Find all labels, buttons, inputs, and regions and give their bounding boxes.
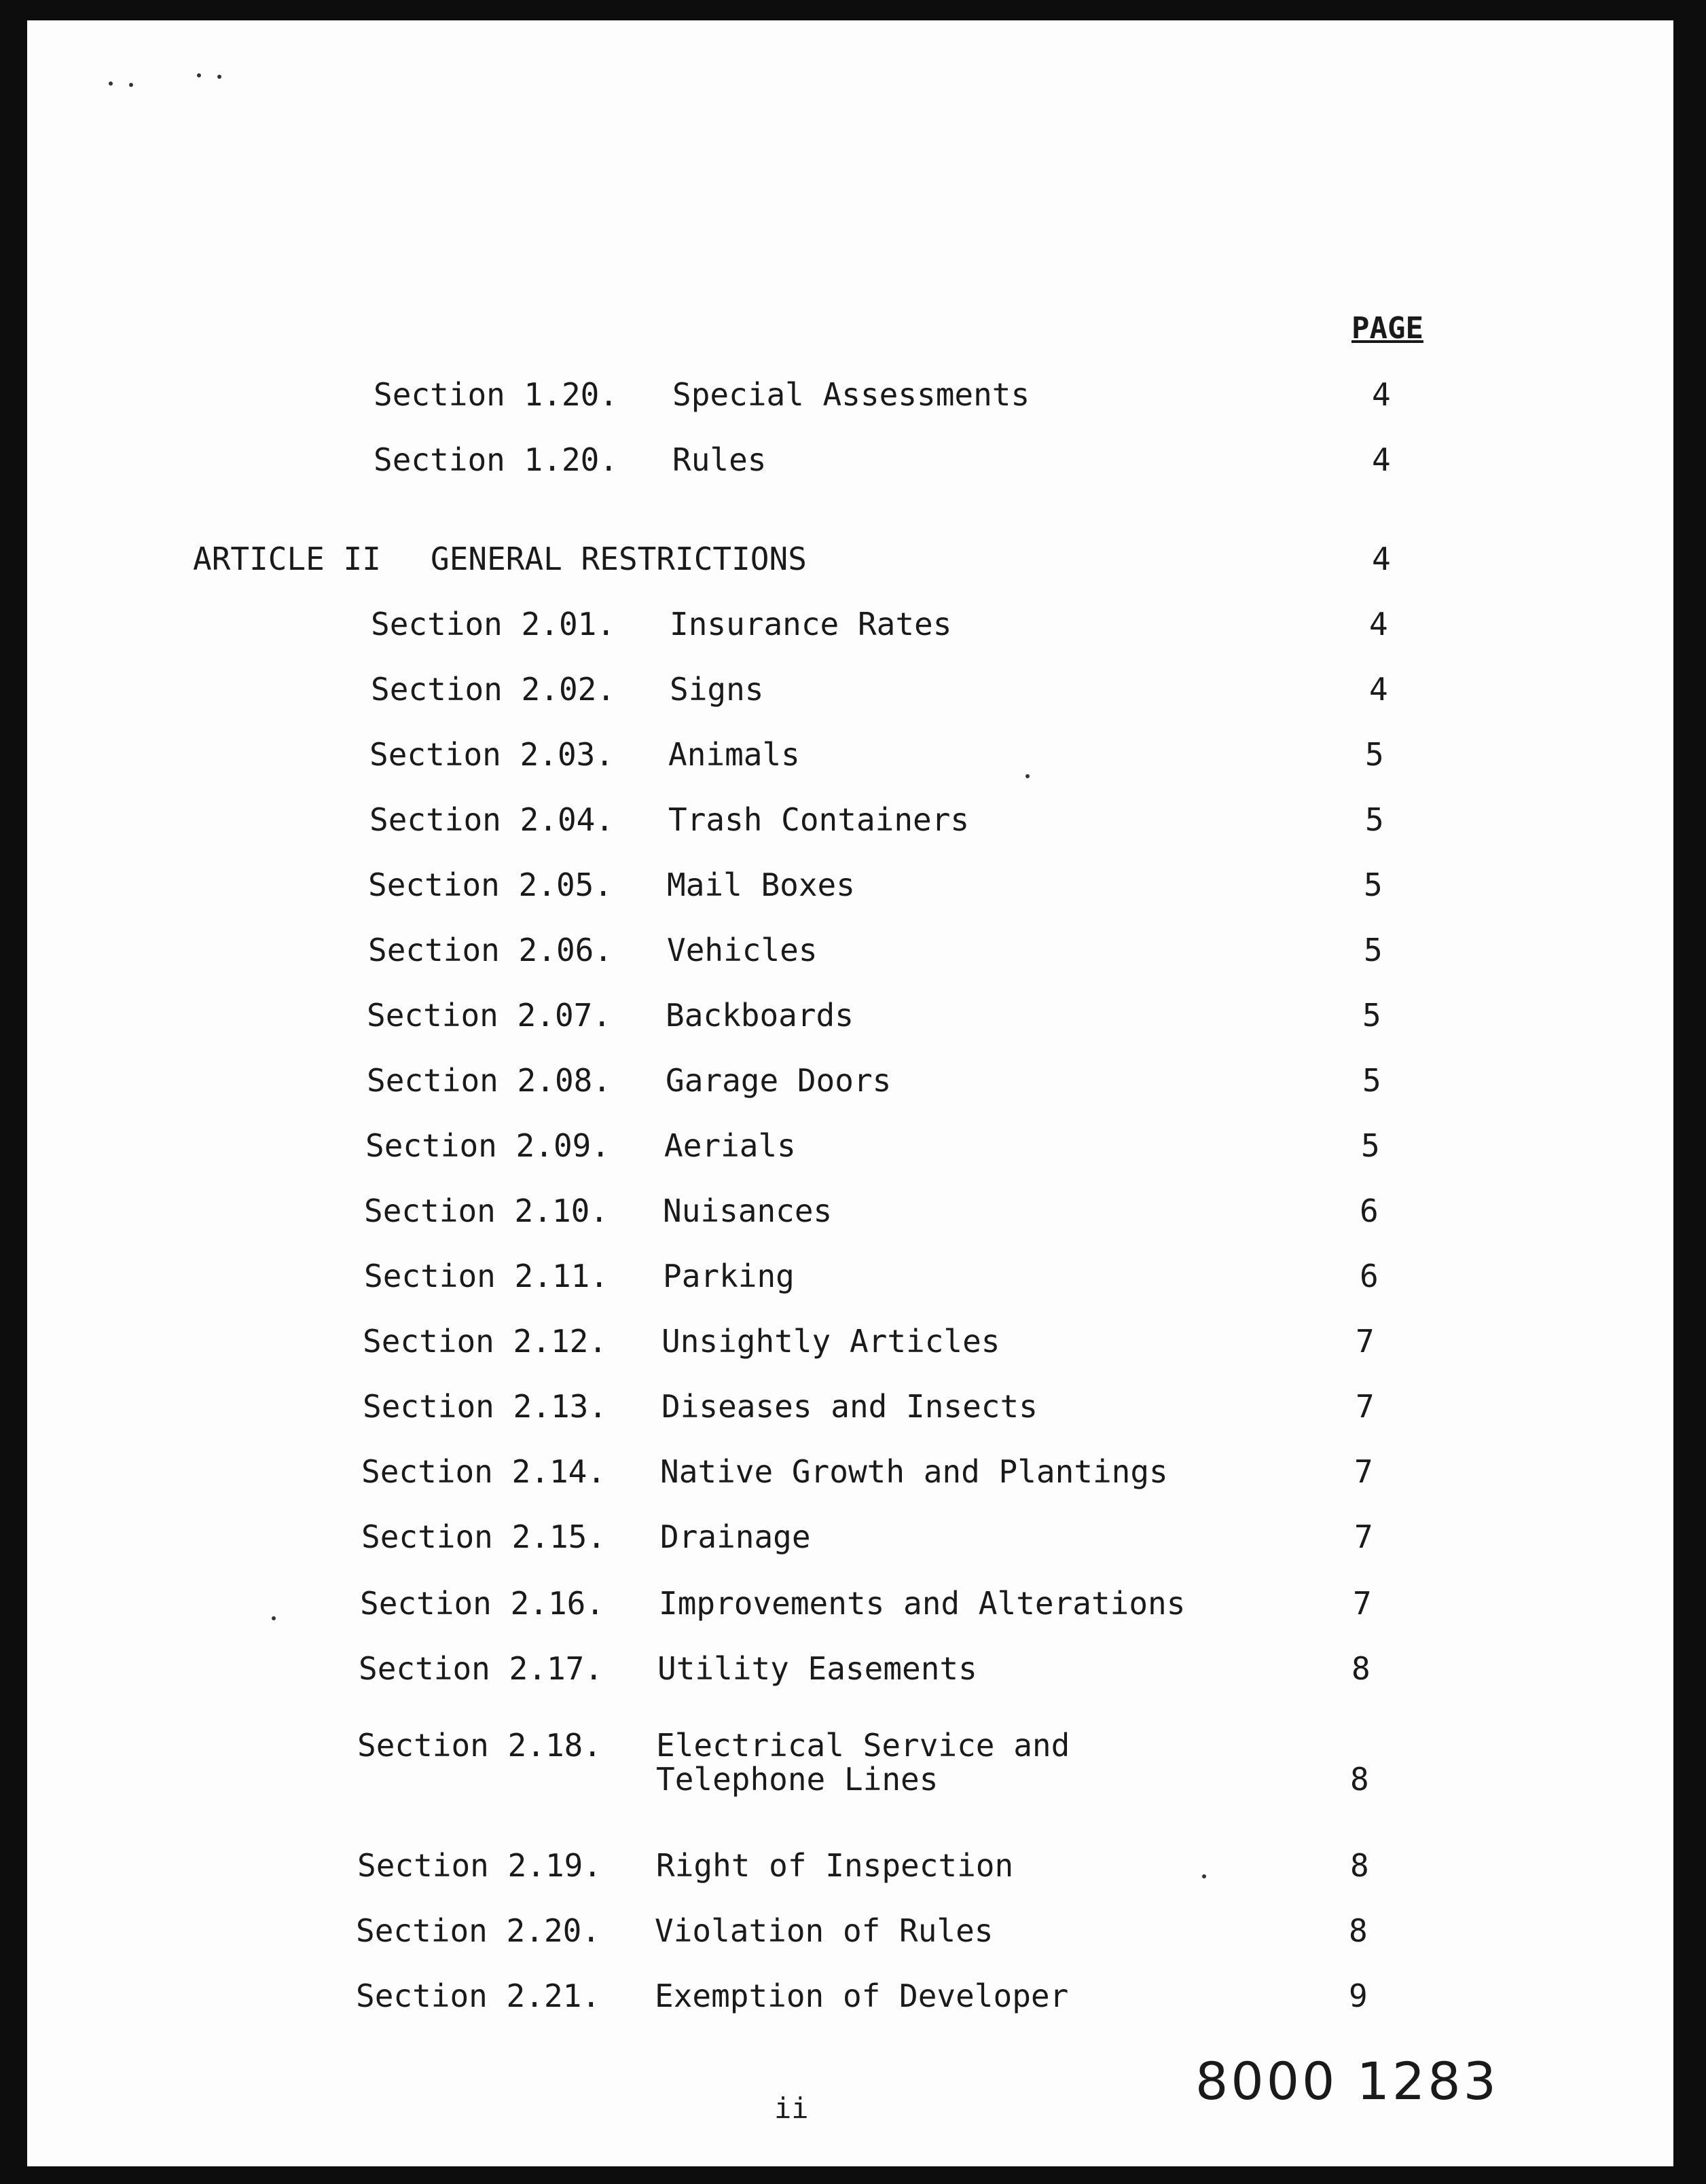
toc-entry [371,671,1430,712]
section-title: Insurance Rates [670,606,952,642]
page-number: 5 [1365,736,1384,773]
page-number: 8 [1349,1912,1368,1949]
section-number: Section 2.17. [359,1650,604,1687]
section-title: Nuisances [663,1193,833,1229]
section-title: Drainage [660,1518,811,1555]
page-number: 7 [1354,1453,1373,1490]
section-title: Utility Easements [657,1650,977,1687]
toc-entry [363,1323,1422,1364]
section-number: Section 2.16. [360,1585,605,1622]
toc-entry [374,441,1433,482]
section-title: Electrical Service and [656,1727,1070,1764]
section-number: Section 2.12. [363,1323,608,1360]
section-number: Section 1.20. [374,441,619,478]
page-number: 9 [1349,1978,1368,2014]
section-number: Section 2.11. [364,1258,609,1294]
article-number: ARTICLE II [193,541,381,577]
toc-entry [367,997,1426,1038]
section-title: Signs [670,671,764,708]
section-title: Aerials [664,1127,796,1164]
page-number: 5 [1362,1062,1381,1099]
page-number: 4 [1369,671,1388,708]
toc-entry [363,1388,1422,1429]
scan-speck [129,83,133,87]
section-number: Section 2.07. [367,997,612,1034]
section-number: Section 2.01. [371,606,616,642]
page-number: 4 [1372,441,1391,478]
section-number: Section 2.18. [357,1727,602,1764]
document-page [27,20,1673,2166]
section-number: Section 2.09. [365,1127,611,1164]
section-title: Vehicles [667,932,818,968]
toc-entry [360,1585,1419,1626]
section-number: Section 2.19. [357,1847,602,1884]
section-title: Violation of Rules [655,1912,994,1949]
section-title: Trash Containers [668,801,970,838]
section-number: Section 2.02. [371,671,616,708]
page-footer-number: ii [774,2092,809,2125]
section-title: Improvements and Alterations [659,1585,1186,1622]
toc-entry [356,1978,1415,2018]
section-title: Parking [663,1258,795,1294]
page-number: 7 [1356,1323,1375,1360]
section-number: Section 2.15. [361,1518,606,1555]
toc-entry [364,1193,1423,1233]
section-title: Exemption of Developer [655,1978,1069,2014]
section-number: Section 2.06. [368,932,613,968]
page-number: 5 [1362,997,1381,1034]
toc-entry [371,606,1430,647]
scan-speck [197,73,201,77]
toc-entry [374,376,1433,417]
page-number: 4 [1372,376,1391,413]
page-number: 6 [1360,1258,1379,1294]
section-title: Garage Doors [666,1062,892,1099]
section-number: Section 2.14. [361,1453,606,1490]
page-column-header: PAGE [1351,311,1423,346]
section-title: Backboards [666,997,854,1034]
toc-entry [356,1912,1415,1953]
page-number: 5 [1364,932,1383,968]
scan-speck [1026,774,1030,778]
scan-speck [109,81,113,86]
section-title: Special Assessments [672,376,1030,413]
page-number: 8 [1351,1650,1371,1687]
toc-entry [359,1650,1418,1691]
toc-entry [357,1847,1417,1888]
toc-entry [361,1518,1421,1559]
scan-speck [272,1616,276,1620]
toc-entry [357,1728,1417,1809]
section-title: Native Growth and Plantings [660,1453,1168,1490]
toc-entry [367,1062,1426,1103]
toc-entry [365,1127,1425,1168]
toc-entry [361,1453,1421,1494]
section-title: Mail Boxes [667,867,855,903]
section-title: Animals [668,736,800,773]
toc-article-entry [193,541,1415,581]
section-number: Section 1.20. [374,376,619,413]
section-number: Section 2.21. [356,1978,601,2014]
section-title: Rules [672,441,767,478]
section-title: Diseases and Insects [661,1388,1038,1425]
section-number: Section 2.04. [369,801,615,838]
section-number: Section 2.05. [368,867,613,903]
page-number: 6 [1360,1193,1379,1229]
page-number: 5 [1361,1127,1380,1164]
page-number: 8 [1350,1847,1369,1884]
section-number: Section 2.20. [356,1912,601,1949]
page-number: 5 [1364,867,1383,903]
page-number: 7 [1356,1388,1375,1425]
article-title: GENERAL RESTRICTIONS [431,541,807,577]
toc-entry [369,801,1429,842]
page-number: 4 [1369,606,1388,642]
section-title: Right of Inspection [656,1847,1014,1884]
page-number: 8 [1350,1761,1369,1798]
toc-entry [364,1258,1423,1298]
page-number: 5 [1365,801,1384,838]
toc-entry [369,736,1429,777]
section-title: Unsightly Articles [661,1323,1000,1360]
toc-entry [368,867,1428,907]
section-number: Section 2.03. [369,736,615,773]
scan-speck [1202,1874,1206,1878]
toc-entry [368,932,1428,972]
section-number: Section 2.10. [364,1193,609,1229]
page-number: 7 [1353,1585,1372,1622]
section-number: Section 2.13. [363,1388,608,1425]
page-number: 4 [1372,541,1391,577]
section-number: Section 2.08. [367,1062,612,1099]
section-title-line2: Telephone Lines [656,1761,939,1798]
page-number: 7 [1354,1518,1373,1555]
document-number: 8000 1283 [1195,2051,1499,2111]
scan-speck [217,75,221,79]
